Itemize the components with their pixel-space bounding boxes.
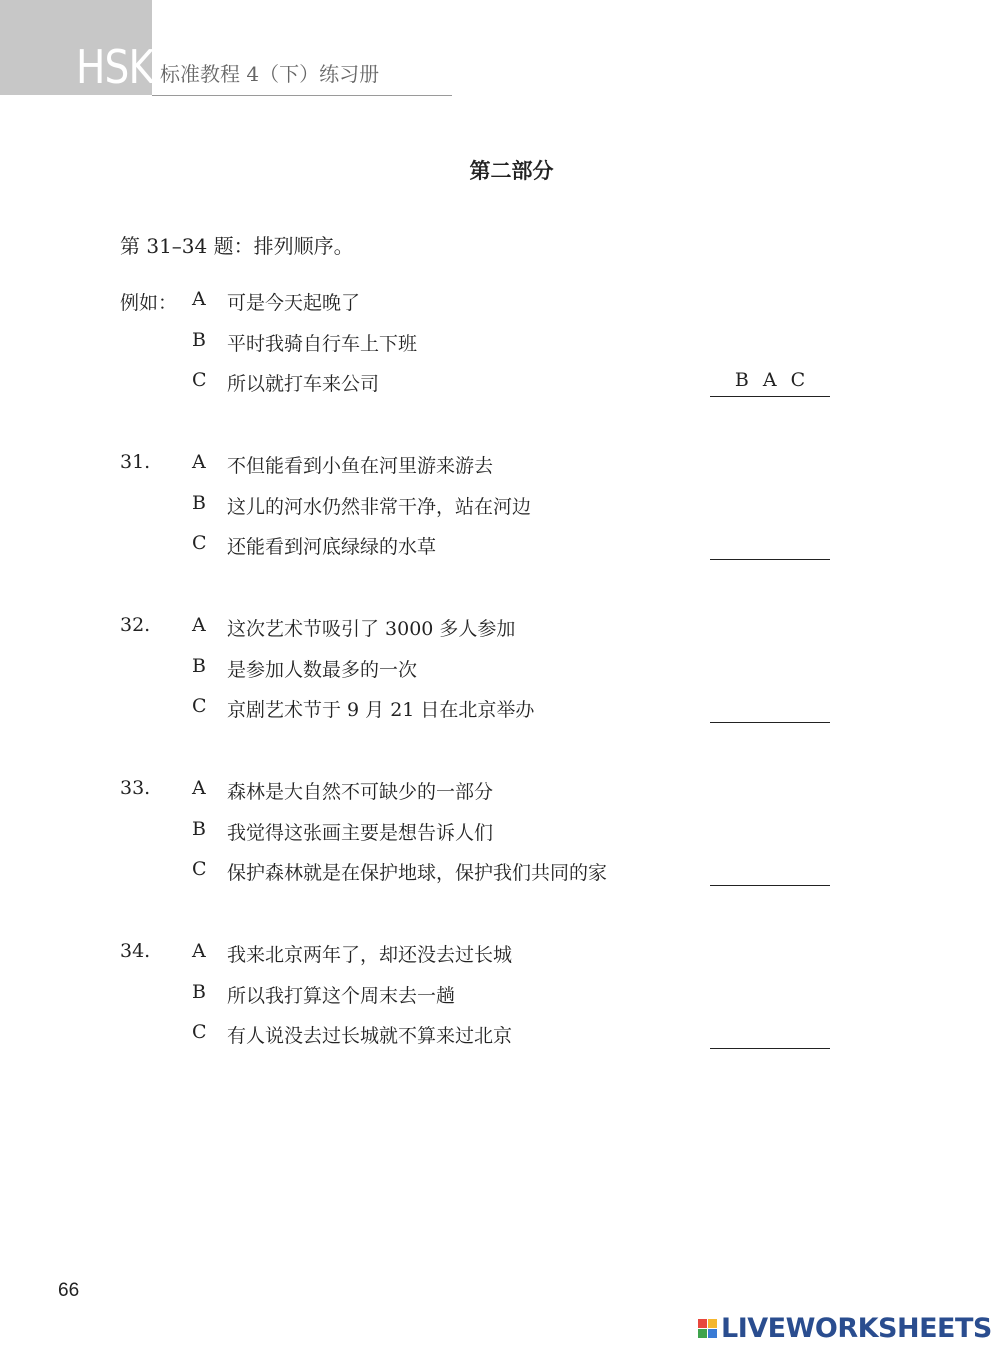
hsk-logo: HSK [76, 40, 154, 94]
option-letter: A [192, 940, 206, 962]
option-text: 还能看到河底绿绿的水草 [227, 536, 437, 558]
option-text: 京剧艺术节于 9 月 21 日在北京举办 [227, 699, 535, 721]
answer-blank-32[interactable] [710, 695, 830, 723]
option-letter: B [192, 328, 206, 351]
option-letter: A [192, 614, 206, 636]
option-text: 平时我骑自行车上下班 [227, 332, 418, 355]
example-answer: B A C [710, 369, 830, 397]
option-letter: A [192, 288, 206, 310]
option-text: 所以我打算这个周末去一趟 [227, 984, 456, 1007]
question-32 [120, 614, 840, 736]
question-34 [120, 940, 840, 1062]
example-label: 例如： [120, 292, 178, 314]
book-subtitle: 标准教程 4（下）练习册 [160, 62, 380, 86]
option-text: 可是今天起晚了 [227, 292, 361, 314]
header-divider [152, 95, 452, 96]
option-letter: C [192, 532, 207, 554]
question-number: 32. [120, 614, 151, 636]
answer-blank-33[interactable] [710, 858, 830, 886]
option-letter: C [192, 1021, 207, 1043]
option-letter: C [192, 695, 207, 717]
option-letter: A [192, 451, 206, 473]
instruction-text: 第 31–34 题：排列顺序。 [120, 234, 354, 258]
option-letter: B [192, 654, 206, 677]
option-text: 这儿的河水仍然非常干净，站在河边 [227, 495, 532, 518]
liveworksheets-text: LIVEWORKSHEETS [721, 1313, 992, 1344]
answer-blank-34[interactable] [710, 1021, 830, 1049]
option-text: 有人说没去过长城就不算来过北京 [227, 1025, 513, 1047]
option-text: 这次艺术节吸引了 3000 多人参加 [227, 618, 516, 640]
section-title: 第二部分 [469, 158, 554, 183]
option-text: 森林是大自然不可缺少的一部分 [227, 781, 494, 803]
option-text: 不但能看到小鱼在河里游来游去 [227, 455, 494, 477]
question-number: 34. [120, 940, 151, 962]
option-text: 保护森林就是在保护地球，保护我们共同的家 [227, 862, 608, 884]
option-letter: A [192, 777, 206, 799]
answer-blank-31[interactable] [710, 532, 830, 560]
example-item [120, 288, 840, 410]
option-text: 我觉得这张画主要是想告诉人们 [227, 821, 494, 844]
liveworksheets-logo-icon [698, 1319, 717, 1338]
question-number: 31. [120, 451, 151, 473]
option-letter: C [192, 858, 207, 880]
option-letter: B [192, 491, 206, 514]
option-text: 所以就打车来公司 [227, 373, 380, 395]
option-text: 是参加人数最多的一次 [227, 658, 418, 681]
option-letter: C [192, 369, 207, 391]
option-letter: B [192, 980, 206, 1003]
page-number: 66 [58, 1280, 80, 1301]
question-number: 33. [120, 777, 151, 799]
option-letter: B [192, 817, 206, 840]
liveworksheets-watermark [698, 1313, 992, 1344]
question-33 [120, 777, 840, 899]
question-31 [120, 451, 840, 573]
option-text: 我来北京两年了，却还没去过长城 [227, 944, 513, 966]
